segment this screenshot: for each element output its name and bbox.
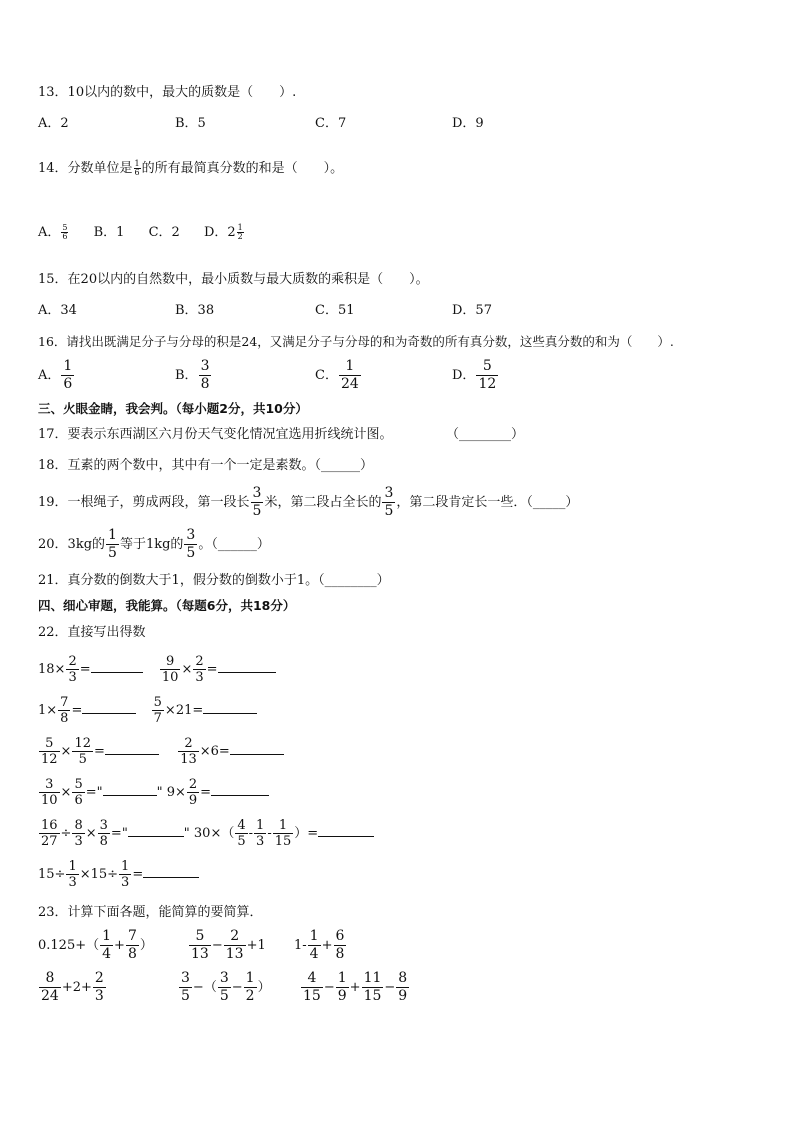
text-segment: +	[321, 938, 333, 953]
expr-5	[178, 970, 271, 1005]
calc-row-2	[38, 695, 257, 726]
fraction	[184, 527, 197, 562]
text-segment: −（	[192, 980, 217, 995]
denominator: 24	[41, 988, 59, 1004]
denominator: 8	[200, 376, 210, 392]
fraction	[134, 160, 141, 177]
text-segment: 19．一根绳子，剪成两段，第一段长	[38, 495, 250, 510]
denominator: 5	[108, 545, 117, 561]
expr-2	[188, 928, 266, 963]
text-segment: ×21=	[164, 703, 204, 718]
numerator: 1	[309, 928, 319, 944]
denominator: 3	[256, 834, 265, 849]
fraction	[244, 970, 257, 1005]
fraction	[476, 358, 498, 393]
numerator: 7	[127, 928, 137, 944]
answer-blank[interactable]	[82, 713, 136, 714]
denominator: 7	[153, 711, 162, 726]
option-a	[38, 358, 75, 393]
option-d: D．9	[452, 116, 484, 131]
calc-row-1	[38, 654, 276, 685]
denominator: 4	[102, 946, 112, 962]
numerator: 5	[74, 777, 83, 792]
option-d: D．57	[452, 303, 492, 318]
fraction	[178, 736, 199, 767]
question-19	[38, 485, 578, 520]
numerator: 5	[153, 695, 162, 710]
option-d	[452, 358, 499, 393]
numerator: 5	[39, 736, 60, 752]
numerator: 3	[200, 358, 210, 374]
fraction	[152, 695, 164, 726]
denominator: 27	[41, 834, 58, 849]
denominator: 4	[309, 946, 319, 962]
text-segment: A．	[38, 368, 61, 383]
question-14	[38, 160, 343, 178]
expr-6	[300, 970, 410, 1005]
numerator: 3	[186, 527, 196, 543]
numerator: 2	[68, 654, 77, 669]
text-segment: 米，第二段占全长的	[264, 495, 382, 510]
numerator: 1	[256, 818, 265, 833]
denominator: 8	[127, 946, 137, 962]
fraction	[119, 859, 131, 890]
section-3-heading: 三、火眼金睛，我会判。（每小题2分，共10分）	[38, 401, 308, 416]
denominator: 3	[121, 875, 130, 890]
text-segment: ×6=	[199, 744, 230, 759]
fraction	[235, 818, 247, 849]
fraction	[224, 928, 246, 963]
text-segment: 18×	[38, 662, 66, 677]
fraction	[362, 970, 384, 1005]
denominator: 8	[335, 946, 345, 962]
fraction	[61, 224, 68, 241]
fraction	[39, 818, 60, 849]
denominator: 6	[63, 376, 73, 392]
fraction	[339, 358, 361, 393]
option-c	[315, 358, 362, 393]
denominator: 6	[74, 793, 83, 808]
numerator: 1	[63, 358, 73, 374]
numerator: 3	[219, 970, 229, 986]
answer-blank[interactable]	[103, 795, 157, 796]
answer-blank[interactable]	[143, 877, 199, 878]
denominator: 13	[225, 946, 244, 962]
option-c: C．51	[315, 303, 355, 318]
text-segment: ×	[181, 662, 193, 677]
answer-blank[interactable]	[91, 672, 143, 673]
question-15: 15．在20以内的自然数中，最小质数与最大质数的乘积是（ ）。	[38, 272, 429, 287]
fraction	[66, 654, 78, 685]
fraction	[39, 970, 61, 1005]
fraction	[106, 527, 119, 562]
denominator: 2	[237, 232, 243, 241]
numerator: 9	[160, 654, 181, 670]
question-21: 21．真分数的倒数大于1，假分数的倒数小于1。（________）	[38, 573, 390, 588]
denominator: 15	[274, 834, 292, 849]
text-segment: 0.125+（	[38, 938, 100, 953]
q14-text-post: 的所有最简真分数的和是（ ）。	[141, 161, 344, 176]
calc-row-6	[38, 859, 199, 890]
text-segment: 等于1kg的	[119, 537, 184, 552]
answer-blank[interactable]	[230, 754, 284, 755]
denominator: 5	[78, 752, 87, 767]
fraction	[334, 928, 347, 963]
numerator: 3	[384, 485, 394, 501]
fraction	[39, 736, 60, 767]
denominator: 13	[180, 752, 197, 767]
text-segment: （________）	[452, 427, 525, 442]
text-segment: -	[267, 826, 272, 841]
text-segment: C．2	[148, 225, 180, 240]
numerator: 4	[301, 970, 323, 988]
text-segment: =	[71, 703, 83, 718]
fraction	[72, 818, 84, 849]
fraction	[126, 928, 139, 963]
text-segment: −	[323, 980, 335, 995]
denominator: 5	[252, 503, 262, 519]
numerator: 5	[189, 928, 211, 946]
numerator: 1	[237, 223, 243, 232]
fraction	[160, 654, 181, 685]
numerator: 11	[363, 970, 382, 986]
text-segment: B．1	[93, 225, 125, 240]
denominator: 12	[41, 752, 58, 767]
text-segment: =	[200, 785, 212, 800]
option-c: C．7	[315, 116, 347, 131]
fraction	[218, 970, 231, 1005]
text-segment: " 30×（	[183, 826, 235, 841]
denominator: 12	[478, 376, 497, 392]
text-segment: +	[349, 980, 361, 995]
numerator: 3	[99, 818, 108, 833]
fraction	[336, 970, 349, 1005]
option-a: A．34	[38, 303, 77, 318]
denominator: 3	[74, 834, 83, 849]
text-segment: 17．要表示东西湖区六月份天气变化情况宜选用折线统计图。	[38, 427, 393, 442]
question-18: 18．互素的两个数中，其中有一个一定是素数。（______）	[38, 458, 374, 473]
numerator: 8	[39, 970, 61, 988]
denominator: 5	[186, 545, 196, 561]
denominator: 9	[337, 988, 347, 1004]
text-segment: D．2	[203, 225, 236, 240]
text-segment: ="	[110, 826, 128, 841]
numerator: 1	[273, 818, 294, 834]
fraction	[189, 928, 211, 963]
expr-1	[38, 928, 153, 963]
calc-row-4	[38, 777, 269, 808]
fraction	[66, 859, 78, 890]
numerator: 2	[188, 777, 198, 792]
text-segment: 20．3kg的	[38, 537, 106, 552]
question-13: 13．10以内的数中，最大的质数是（ ）.	[38, 85, 297, 100]
denominator: 15	[303, 988, 321, 1004]
denominator: 6	[62, 232, 68, 241]
numerator: 12	[74, 736, 91, 751]
numerator: 1	[337, 970, 347, 986]
numerator: 2	[94, 970, 104, 986]
text-segment: ）=	[294, 826, 319, 841]
fraction	[382, 485, 395, 520]
denominator: 2	[245, 988, 255, 1004]
fraction	[251, 485, 264, 520]
denominator: 5	[219, 988, 229, 1004]
numerator: 1	[134, 159, 140, 168]
section-4-heading: 四、细心审题，我能算。（每题6分，共18分）	[38, 598, 296, 613]
fraction	[187, 777, 199, 808]
numerator: 2	[224, 928, 246, 946]
text-segment: ×	[60, 744, 72, 759]
option-b: B．38	[175, 303, 215, 318]
calc-row-5	[38, 818, 374, 849]
text-segment: D．	[452, 368, 476, 383]
denominator: 3	[195, 670, 204, 685]
numerator: 1	[68, 859, 77, 874]
fraction	[193, 654, 205, 685]
fraction	[39, 777, 60, 808]
denominator: 15	[363, 988, 382, 1004]
fraction	[396, 970, 409, 1005]
text-segment: +	[114, 938, 125, 953]
numerator: 3	[181, 970, 190, 986]
question-22: 22．直接写出得数	[38, 625, 146, 640]
expr-4	[38, 970, 107, 1005]
denominator: 3	[68, 875, 77, 890]
option-b	[175, 358, 212, 393]
fraction	[273, 818, 294, 849]
denominator: 5	[181, 988, 190, 1004]
text-segment: 1-	[294, 938, 307, 953]
denominator: 24	[340, 376, 359, 392]
numerator: 2	[195, 654, 204, 669]
fraction	[93, 970, 106, 1005]
text-segment: C．	[315, 368, 338, 383]
fraction	[72, 736, 93, 767]
text-segment: -	[248, 826, 254, 841]
text-segment: ，第二段肯定长一些．（_____）	[396, 495, 579, 510]
text-segment: ×	[60, 785, 72, 800]
option-b: B．5	[175, 116, 206, 131]
fraction	[308, 928, 321, 963]
text-segment: " 9×	[156, 785, 186, 800]
fraction	[254, 818, 266, 849]
numerator: 1	[102, 928, 112, 944]
fraction	[98, 818, 110, 849]
denominator: 5	[237, 834, 246, 849]
numerator: 1	[108, 527, 117, 543]
numerator: 5	[476, 358, 498, 376]
text-segment: 。（______）	[198, 537, 270, 552]
fraction	[199, 358, 212, 393]
fraction	[301, 970, 323, 1005]
q14-text-pre: 14．分数单位是	[38, 161, 133, 176]
denominator: 9	[188, 793, 198, 808]
fraction	[179, 970, 192, 1005]
denominator: 5	[384, 503, 394, 519]
denominator: 10	[41, 793, 58, 808]
denominator: 9	[398, 988, 408, 1004]
text-segment: +1	[246, 938, 266, 953]
numerator: 16	[41, 818, 58, 833]
question-20	[38, 527, 270, 562]
answer-blank[interactable]	[211, 795, 269, 796]
question-17	[38, 426, 524, 444]
calc-row-3	[38, 736, 284, 767]
expr-3	[294, 928, 347, 963]
text-segment: ）	[139, 938, 153, 953]
denominator: 8	[60, 711, 69, 726]
denominator: 13	[191, 946, 209, 962]
text-segment: A．	[38, 225, 61, 240]
denominator: 6	[134, 168, 140, 177]
text-segment: +2+	[61, 980, 92, 995]
answer-blank[interactable]	[128, 836, 184, 837]
numerator: 3	[252, 485, 262, 501]
text-segment: =	[132, 867, 144, 882]
text-segment: B．	[175, 368, 198, 383]
fraction	[100, 928, 113, 963]
text-segment: =	[206, 662, 218, 677]
numerator: 3	[39, 777, 60, 793]
answer-blank[interactable]	[203, 713, 257, 714]
text-segment: ×	[85, 826, 97, 841]
text-segment: ="	[85, 785, 103, 800]
text-segment: ÷	[60, 826, 72, 841]
numerator: 8	[74, 818, 83, 833]
text-segment: 1×	[38, 703, 58, 718]
q14-options	[38, 224, 245, 242]
fraction	[72, 777, 84, 808]
text-segment: =	[94, 744, 105, 759]
answer-blank[interactable]	[105, 754, 159, 755]
fraction	[61, 358, 74, 393]
denominator: 8	[99, 834, 108, 849]
text-segment: −	[211, 938, 223, 953]
denominator: 10	[161, 670, 179, 685]
fraction	[58, 695, 70, 726]
numerator: 1	[245, 970, 255, 986]
text-segment: ×15÷	[79, 867, 119, 882]
text-segment: −	[384, 980, 396, 995]
question-23: 23．计算下面各题，能简算的要简算．	[38, 905, 263, 920]
fraction	[237, 224, 244, 241]
denominator: 3	[68, 670, 77, 685]
numerator: 8	[398, 970, 408, 986]
numerator: 1	[121, 859, 130, 874]
question-16: 16．请找出既满足分子与分母的积是24，又满足分子与分母的和为奇数的所有真分数，这些真分数的和为（ ）.	[38, 334, 674, 349]
option-a: A．2	[38, 116, 69, 131]
answer-blank[interactable]	[218, 672, 276, 673]
numerator: 6	[335, 928, 345, 944]
denominator: 3	[94, 988, 104, 1004]
text-segment: =	[79, 662, 91, 677]
answer-blank[interactable]	[318, 836, 374, 837]
numerator: 2	[178, 736, 199, 752]
numerator: 4	[237, 818, 246, 833]
numerator: 1	[339, 358, 361, 376]
text-segment: −	[231, 980, 243, 995]
numerator: 5	[62, 223, 68, 232]
text-segment: ）	[257, 980, 271, 995]
text-segment: 15÷	[38, 867, 66, 882]
numerator: 7	[60, 695, 69, 710]
